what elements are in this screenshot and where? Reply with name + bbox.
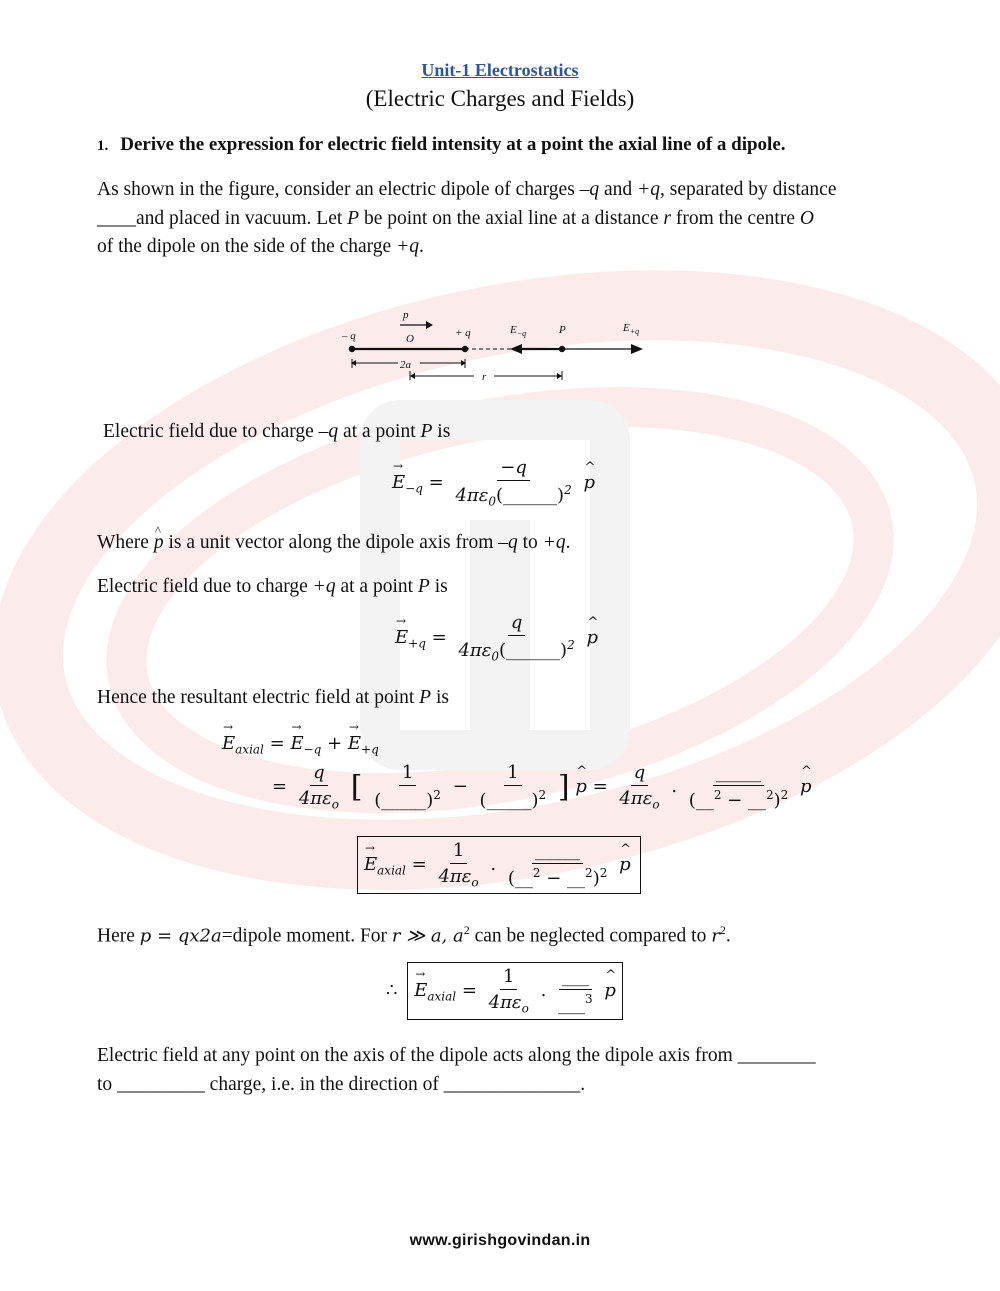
field-pos-intro: Electric field due to charge +q at a point P is [97, 576, 448, 597]
boxed-result: → $E_{axial}$ = $\frac{1}{4\pi\varepsilon_o}$ . $\frac{\_\_\_\_\_}{(\_\_^2 - \_\_^2)^2}$ ^ p [357, 836, 641, 894]
diagram-pos-charge [462, 346, 468, 352]
intro-line-3: of the dipole on the side of the charge +q. [97, 236, 424, 257]
diagram-neg-q-label: – q [342, 330, 356, 342]
conclusion-line-1: Electric field at any point on the axis of the dipole acts along the dipole axis from ________ [97, 1045, 816, 1066]
final-result: ∴ → $E_{axial}$ = $\frac{1}{4\pi\varepsilon_o}$ . $\frac{\_\_\_}{\_\_\_^3}$ ^ p [386, 962, 623, 1020]
conclusion-line-2: to _________ charge, i.e. in the direction of ______________. [97, 1073, 586, 1095]
diagram-E-neg-label: $E_{-q}$ [510, 324, 527, 338]
question-text: Derive the expression for electric field intensity at a point the axial line of a dipole. [120, 134, 786, 155]
intro-paragraph [97, 176, 903, 262]
chapter-subtitle: (Electric Charges and Fields) [365, 86, 635, 111]
equation-resultant-line-2: = $\frac{q}{4\pi\varepsilon_o}$ [ $\frac{1}{(\_\_\_\_\_)^2}$ − $\frac{1}{(\_\_\_\_\_)^2}$ ] ^ p = $\frac{q}{4\pi\varepsilon_o}$ . $\frac{\_\_\_\_\_}{(\_\_^2 - \_\_^2)^2}$ ^ p [272, 762, 812, 812]
diagram-neg-charge [349, 346, 355, 352]
question [97, 134, 786, 156]
approximation-line: Here p = qx2a=dipole moment. For r ≫ a, $a^2$ can be neglected compared to $r^2$. [97, 923, 731, 947]
intro-line-1: As shown in the figure, consider an electric dipole of charges –q and +q, separated by distance [97, 179, 837, 200]
diagram-P-label: P [559, 324, 566, 336]
dipole-diagram [330, 300, 660, 385]
unit-title: Unit-1 Electrostatics [421, 60, 579, 80]
intro-line-2: ____and placed in vacuum. Let P be point on the axial line at a distance r from the centre O [97, 207, 814, 229]
equation-field-neg: → $E_{-q}$ = $\frac{-q}{4\pi\varepsilon_0(\_\_\_\_\_\_)^2}$ ^ p [392, 457, 595, 509]
field-neg-intro: Electric field due to charge –q at a point P is [103, 421, 451, 442]
equation-resultant-line-1: → $E_{axial}$ = → $E_{-q}$ + → $E_{+q}$ [222, 733, 379, 757]
diagram-pos-q-label: + q [455, 327, 471, 339]
resultant-intro: Hence the resultant electric field at point P is [97, 687, 449, 708]
diagram-O-label: O [406, 333, 414, 345]
conclusion-paragraph [97, 1042, 903, 1099]
diagram-r-label: r [482, 371, 487, 383]
unit-vector-line: Where ^ p is a unit vector along the dipole axis from –q to +q. [97, 529, 903, 558]
diagram-2a-label: 2a [400, 359, 411, 371]
footer-website[interactable]: www.girishgovindan.in [409, 1232, 591, 1249]
diagram-E-pos-label: $E_{+q}$ [623, 322, 640, 336]
equation-field-pos: → $E_{+q}$ = $\frac{q}{4\pi\varepsilon_0(\_\_\_\_\_\_)^2}$ ^ p [395, 612, 598, 664]
diagram-p-label: p [403, 309, 409, 321]
question-number: 1. [97, 138, 109, 154]
